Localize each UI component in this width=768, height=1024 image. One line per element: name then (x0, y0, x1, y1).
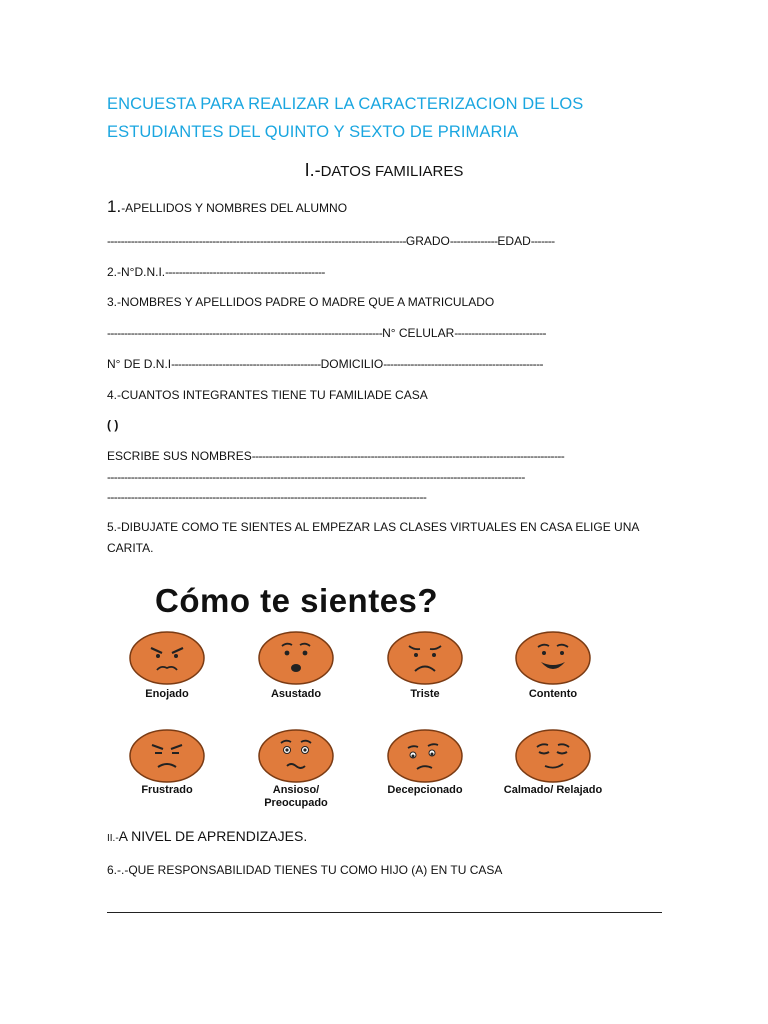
anxious-face-icon (258, 728, 334, 784)
face-calm-label: Calmado/ Relajado (503, 784, 603, 796)
face-frustrated[interactable] (129, 728, 205, 808)
section-2-heading (107, 828, 307, 844)
edad-dashes: ------- (530, 234, 555, 248)
survey-title-line-1: ENCUESTA PARA REALIZAR LA CARACTERIZACION DE LOS (107, 95, 584, 113)
section-2-prefix: II.- (107, 833, 119, 844)
parent-dni-label: N° DE D.N.I (107, 357, 172, 371)
survey-title-line-2: ESTUDIANTES DEL QUINTO Y SEXTO DE PRIMARIA (107, 123, 519, 141)
face-disappointed[interactable] (387, 728, 463, 808)
face-angry-label: Enojado (145, 688, 189, 700)
question-4-text: 4.-CUANTOS INTEGRANTES TIENE TU FAMILIADE CASA (107, 388, 428, 402)
face-calm[interactable] (503, 728, 603, 808)
question-2[interactable] (107, 265, 662, 279)
names-line-3[interactable] (107, 490, 517, 504)
student-name-line[interactable] (107, 234, 662, 248)
section-1-part-a: DAT (320, 163, 350, 180)
escribe-label: ESCRIBE SUS NOMBRES (107, 449, 252, 463)
face-sad-label: Triste (410, 688, 440, 700)
celular-dashes: --------------------------- (454, 326, 546, 340)
sad-face-icon (387, 630, 463, 686)
angry-face-icon (129, 630, 205, 686)
names-dashes-1: -------------------------------------------------------------------------------------------- (251, 449, 565, 463)
question-1-number: 1. (107, 197, 122, 216)
face-happy[interactable] (515, 630, 591, 710)
names-line-2[interactable] (107, 470, 662, 484)
grado-dashes: -------------- (449, 234, 498, 248)
scared-face-icon (258, 630, 334, 686)
domicilio-label: DOMICILIO (320, 357, 384, 371)
celular-label: N° CELULAR (382, 326, 455, 340)
question-5-line-2: CARITA. (107, 541, 154, 555)
face-scared[interactable] (258, 630, 334, 710)
face-sad[interactable] (387, 630, 463, 710)
face-scared-label: Asustado (270, 688, 322, 700)
grado-label: GRADO (405, 234, 450, 248)
names-dashes-3: ---------------------------------------------------------------------------------------------- (107, 490, 427, 504)
names-dashes-2: --------------------------------------------------------------------------------------------------------------------------- (107, 470, 525, 484)
face-disappointed-label: Decepcionado (387, 784, 463, 796)
face-happy-label: Contento (528, 688, 578, 700)
question-6-text: 6.-.-QUE RESPONSABILIDAD TIENES TU COMO HIJO (A) EN TU CASA (107, 863, 503, 877)
section-2-title: A NIVEL DE APRENDIZAJES. (118, 828, 308, 844)
face-anxious-label: Ansioso/ Preocupado (264, 784, 328, 809)
section-1-part-b: OS FAMILIARE (349, 163, 454, 180)
section-1-prefix: I.- (304, 160, 321, 180)
parent-name-dashes: --------------------------------------------------------------------------------- (107, 326, 383, 340)
face-frustrated-label: Frustrado (141, 784, 193, 796)
family-count-box[interactable]: ( ) (107, 418, 119, 432)
section-1-part-c: S (453, 163, 464, 180)
dni-dashes: ----------------------------------------------- (165, 265, 325, 279)
feelings-chart (125, 582, 603, 814)
edad-label: EDAD (497, 234, 531, 248)
question-1 (107, 197, 347, 217)
calm-face-icon (515, 728, 591, 784)
name-dashes: ---------------------------------------------------------------------------------------- (107, 234, 406, 248)
happy-face-icon (515, 630, 591, 686)
question-1-text: -APELLIDOS Y NOMBRES DEL ALUMNO (121, 201, 348, 215)
question-2-text: 2.-N°D.N.I. (107, 265, 166, 279)
answer-line[interactable] (107, 912, 662, 913)
parent-dni-line[interactable] (107, 357, 662, 371)
face-anxious[interactable] (258, 728, 334, 808)
disappointed-face-icon (387, 728, 463, 784)
section-1-heading (0, 160, 768, 181)
frustrated-face-icon (129, 728, 205, 784)
domicilio-dashes: ----------------------------------------------- (383, 357, 543, 371)
question-3-text: 3.-NOMBRES Y APELLIDOS PADRE O MADRE QUE A MATRICULADO (107, 295, 495, 309)
feelings-title: Cómo te sientes? (155, 582, 439, 619)
face-angry[interactable] (129, 630, 205, 710)
question-5-line-1: 5.-DIBUJATE COMO TE SIENTES AL EMPEZAR LAS CLASES VIRTUALES EN CASA ELIGE UNA (107, 520, 640, 534)
parent-dni-dashes: -------------------------------------------- (171, 357, 321, 371)
parent-name-line[interactable] (107, 326, 662, 340)
names-line-1[interactable] (107, 449, 662, 463)
